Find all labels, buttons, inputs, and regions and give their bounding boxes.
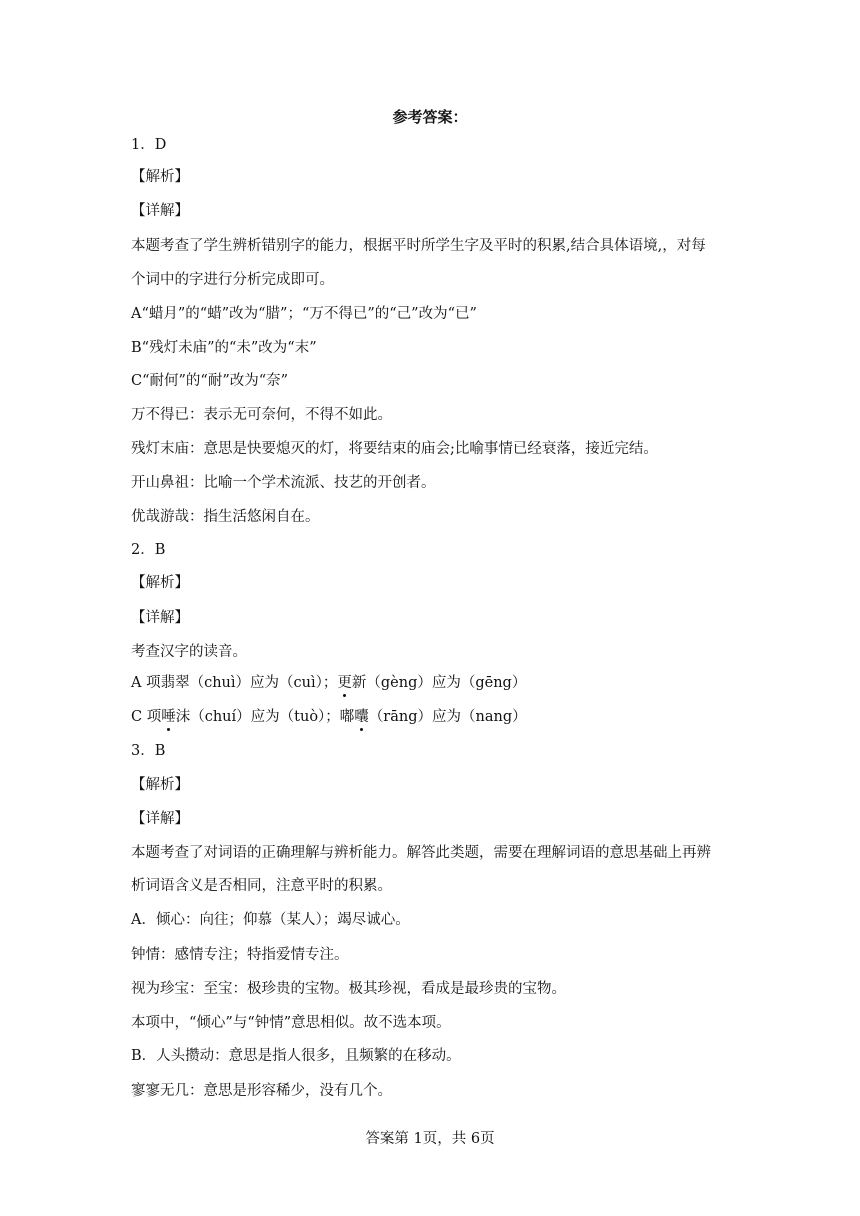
section-label: 【解析】 — [131, 169, 189, 185]
emphasized-character: 更 — [337, 675, 352, 691]
answer-line: 2．B — [131, 542, 166, 558]
answer-line: 1．D — [131, 137, 167, 153]
paragraph-line: 钟情：感情专注；特指爱情专注。 — [131, 947, 349, 963]
paragraph-line: A“蜡月”的“蜡”改为“腊”；“万不得已”的“己”改为“已” — [131, 306, 477, 322]
paragraph-line: 析词语含义是否相同，注意平时的积累。 — [131, 878, 392, 894]
paragraph-line: 视为珍宝：至宝：极珍贵的宝物。极其珍视，看成是最珍贵的宝物。 — [131, 981, 566, 997]
section-label: 【详解】 — [131, 811, 189, 827]
paragraph-line — [131, 673, 741, 693]
paragraph-line: 寥寥无几：意思是形容稀少，没有几个。 — [131, 1083, 392, 1099]
paragraph-line: C“耐何”的“耐”改为“奈” — [131, 373, 289, 389]
text-segment: A 项翡翠（chuì）应为（cuì）； — [131, 675, 338, 691]
answer-line: 3．B — [131, 743, 166, 759]
paragraph-line: 残灯末庙：意思是快要熄灭的灯，将要结束的庙会;比喻事情已经衰落，接近完结。 — [131, 441, 658, 457]
emphasized-character: 囔 — [354, 709, 369, 725]
emphasized-character: 唾 — [161, 709, 176, 725]
paragraph-line: 万不得已：表示无可奈何，不得不如此。 — [131, 407, 392, 423]
paragraph-line — [131, 707, 741, 727]
page-footer: 答案第 1页，共 6页 — [365, 1131, 495, 1147]
paragraph-line: B．人头攒动：意思是指人很多，且频繁的在移动。 — [131, 1048, 461, 1064]
paragraph-line: B“残灯未庙”的“未”改为“末” — [131, 340, 317, 356]
paragraph-line: 本题考查了学生辨析错别字的能力，根据平时所学生字及平时的积累,结合具体语境,，对每 — [131, 238, 706, 254]
page-title: 参考答案： — [392, 108, 468, 126]
section-label: 【详解】 — [131, 203, 189, 219]
text-segment: C 项 — [131, 709, 162, 725]
paragraph-line: A．倾心：向往；仰慕（某人）；竭尽诚心。 — [131, 912, 410, 928]
text-segment: 新（gèng）应为（gēng） — [351, 675, 527, 691]
text-segment: 沫（chuí）应为（tuò）；嘟 — [175, 709, 355, 725]
paragraph-line: 本题考查了对词语的正确理解与辨析能力。解答此类题，需要在理解词语的意思基础上再辨 — [131, 845, 711, 861]
paragraph-line: 考查汉字的读音。 — [131, 644, 247, 660]
section-label: 【详解】 — [131, 610, 189, 626]
paragraph-line: 个词中的字进行分析完成即可。 — [131, 272, 334, 288]
section-label: 【解析】 — [131, 777, 189, 793]
text-segment: （rāng）应为（nang） — [368, 709, 527, 725]
paragraph-line: 优哉游哉：指生活悠闲自在。 — [131, 509, 320, 525]
paragraph-line: 开山鼻祖：比喻一个学术流派、技艺的开创者。 — [131, 475, 436, 491]
paragraph-line: 本项中，“倾心”与“钟情”意思相似。故不选本项。 — [131, 1015, 451, 1031]
section-label: 【解析】 — [131, 575, 189, 591]
